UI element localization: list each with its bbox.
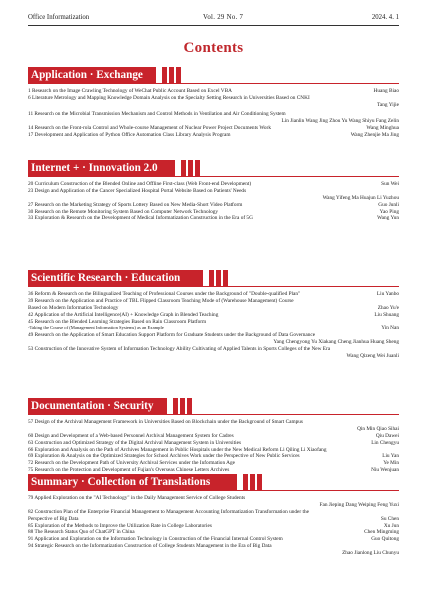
- article-title: 60 Design and Development of a Web-based Personnel Archival Management System for Cadres: [28, 432, 234, 439]
- section-2: [28, 160, 399, 222]
- article-title: 53 Construction of the Innovative System of Information Technology Ability Cultivating of Applied Talents in Sports Colleges of the New Era: [28, 346, 331, 353]
- decor-block: [223, 270, 228, 287]
- section-decor-blocks: [181, 160, 202, 177]
- section-entries: [28, 88, 399, 138]
- toc-entry-line: [28, 202, 399, 209]
- decor-block: [188, 160, 193, 177]
- article-title: 49 Research on the Application of Smart Education Support Platform for Graduate Students under the Background of Data Governance: [28, 332, 316, 339]
- section-entries: [28, 495, 399, 557]
- toc-entry-line: [28, 502, 399, 509]
- article-authors: Yao Ping: [379, 208, 399, 215]
- article-title: 45 Research on the Blended Learning Strategies Based on Rain Classroom Platform: [28, 318, 207, 325]
- article-title: 14 Research on the Front-rola Control and Whole-course Management of Nuclear Power Project Documents Work: [28, 124, 271, 131]
- article-authors: Ye Min: [383, 460, 399, 467]
- toc-entry-line: [28, 291, 399, 298]
- section-decor-blocks: [243, 474, 264, 491]
- article-title: 69 Exploration & Analysis on the Optimized Strategies for School Archives Work under the Perspective of New Public Services: [28, 453, 300, 460]
- toc-entry-line: [28, 305, 399, 312]
- article-title: 63 Construction and Optimized Strategy of the Digital Archival Management System in Universities: [28, 439, 242, 446]
- section-rule: [28, 414, 399, 415]
- toc-entry-line: [28, 188, 399, 195]
- article-title: 11 Research on the Microbial Transmission Mechanism and Control Methods in Ventilation and Air Conditioning System: [28, 110, 286, 117]
- article-title: -Taking the Course of (Management Information Systems) as an Example: [28, 325, 164, 331]
- section-title: Application · Exchange: [28, 67, 156, 84]
- section-decor-blocks: [162, 67, 183, 84]
- article-authors: Wang Yun: [377, 215, 399, 222]
- article-authors: Yang Chengyong Yu Xiakang Cheng Jianhua Huang Sheng: [273, 339, 399, 346]
- section-title: Summary · Collection of Translations: [28, 474, 237, 491]
- section-title: Internet + · Innovation 2.0: [28, 160, 175, 177]
- article-title: 27 Research on the Marketing Strategy of Sports Lottery Based on New Media-Short Video Platform: [28, 201, 243, 208]
- article-title: Based on Modern Information Technology: [28, 304, 119, 311]
- section-header: [28, 67, 399, 84]
- section-rule: [28, 286, 399, 287]
- toc-entry-line: [28, 550, 399, 557]
- article-title: 1 Research on the Image Crawling Technology of WeChat Public Account Based on Excel VBA: [28, 88, 232, 94]
- article-authors: Niu Wenjuan: [371, 467, 399, 474]
- decor-block: [169, 67, 174, 84]
- toc-entry-line: [28, 440, 399, 447]
- section-rule: [28, 83, 399, 84]
- toc-entry-line: [28, 88, 399, 95]
- section-decor-blocks: [209, 270, 230, 287]
- decor-block: [180, 398, 185, 415]
- section-header: [28, 270, 399, 287]
- article-authors: Qiu Dawei: [375, 432, 399, 439]
- article-authors: Qin Min Qiao Sihai: [357, 425, 399, 432]
- article-authors: Chen Mingming: [364, 529, 399, 536]
- toc-entry-line: [28, 433, 399, 440]
- article-title: 39 Research on the Application and Practice of TBL Flipped Classroom Teaching Mode of (Warehouse Management) Course: [28, 297, 294, 304]
- toc-entry-line: [28, 426, 399, 433]
- section-entries: [28, 181, 399, 222]
- article-title: 33 Exploration & Research on the Development of Medical Informatization Construction in the Era of 5G: [28, 215, 253, 222]
- section-title: Scientific Research · Education: [28, 270, 203, 287]
- article-authors: Liu Yan: [382, 453, 399, 460]
- toc-entry-line: [28, 319, 399, 326]
- article-title: Perspective of Big Data: [28, 515, 79, 522]
- toc-entry-line: [28, 543, 399, 550]
- toc-entry-line: [28, 118, 399, 125]
- decor-block: [243, 474, 248, 491]
- article-authors: Wang Minghua: [366, 124, 399, 131]
- article-title: 75 Research on the Protection and Development of Fujian's Overseas Chinese Letters Archives: [28, 467, 230, 474]
- decor-block: [209, 270, 214, 287]
- article-title: 85 Exploration of the Methods to Improve the Utilization Rate in College Laboratories: [28, 522, 212, 529]
- contents-title: Contents: [183, 40, 244, 56]
- article-authors: Yin Nan: [381, 325, 399, 332]
- section-4: [28, 398, 399, 474]
- article-title: 42 Application of the Artificial Intelligence(AI) + Knowledge Graph in Blended Teaching: [28, 311, 219, 318]
- article-authors: Lin Jianlin Wang Jing Zhou Yu Wang Shiyu Fang Zelin: [281, 117, 399, 124]
- article-title: 23 Design and Application of the Cancer Specialized Hospital Portal Website Based on Patients' Needs: [28, 187, 247, 194]
- toc-entry-line: [28, 111, 399, 118]
- article-authors: Wang Zhenjie Ma Jing: [350, 131, 399, 138]
- article-title: 20 Curriculum Construction of the Blended Online and Offline First-class (Web Front-end Development): [28, 181, 252, 187]
- article-authors: Liu Yanbo: [376, 291, 399, 297]
- article-authors: Fan Jieping Dang Weiping Feng Yuxi: [319, 501, 399, 508]
- toc-entry-line: [28, 132, 399, 139]
- section-header: [28, 160, 399, 177]
- article-title: 36 Reform & Research on the Bilingualized Teaching of Professional Courses under the Background of "Double-qualified Plan": [28, 291, 301, 297]
- article-authors: Guo Junli: [378, 201, 399, 208]
- article-authors: Sun Wei: [381, 181, 399, 187]
- section-rule: [28, 490, 399, 491]
- toc-entry-line: [28, 419, 399, 426]
- article-authors: Huang Biao: [373, 88, 399, 94]
- article-title: 57 Design of the Archival Management Framework in Universities Based on Blockchain under the Background of Smart Campus: [28, 419, 303, 425]
- article-title: 82 Construction Plan of the Enterprise Financial Management to Management Accounting Informatization Transformation under the: [28, 508, 309, 515]
- article-authors: Wang Qizeng Wei Juanli: [346, 353, 399, 360]
- section-entries: [28, 291, 399, 360]
- article-title: 91 Application and Exploration on the Information Technology in Construction of the Financial Internal Control System: [28, 536, 283, 543]
- decor-block: [181, 160, 186, 177]
- volume-number: Vol. 29 No. 7: [203, 14, 244, 21]
- toc-entry-line: [28, 181, 399, 188]
- toc-entry-line: [28, 195, 399, 202]
- toc-entry-line: [28, 332, 399, 339]
- decor-block: [250, 474, 255, 491]
- article-authors: Liu Shuang: [374, 311, 399, 318]
- toc-entry-line: [28, 312, 399, 319]
- toc-entry-line: [28, 95, 399, 102]
- decor-block: [257, 474, 262, 491]
- article-authors: Zhao Jianlong Liu Chunyu: [342, 550, 399, 557]
- article-title: 88 The Research Status Quo of ChatGPT in China: [28, 529, 135, 536]
- decor-block: [195, 160, 200, 177]
- section-header: [28, 398, 399, 415]
- section-title: Documentation · Security: [28, 398, 167, 415]
- article-title: 72 Research on the Development Path of University Archival Services under the Information Age: [28, 460, 235, 467]
- section-entries: [28, 419, 399, 474]
- section-decor-blocks: [173, 398, 194, 415]
- toc-entry-line: [28, 102, 399, 109]
- article-authors: Zhao Yu'e: [377, 304, 399, 311]
- toc-entry-line: [28, 509, 399, 516]
- header-rule: [28, 25, 399, 26]
- article-authors: Xu Jun: [383, 522, 399, 529]
- issue-date: 2024. 4. 1: [371, 14, 399, 21]
- article-authors: Lin Chengyu: [371, 439, 399, 446]
- article-authors: Guo Quitong: [371, 536, 399, 543]
- journal-name: Office Informatization: [28, 14, 90, 21]
- toc-entry-line: [28, 215, 399, 222]
- article-title: 17 Development and Application of Python Office Automation Class Library Analysis Program: [28, 131, 231, 138]
- decor-block: [162, 67, 167, 84]
- decor-block: [176, 67, 181, 84]
- toc-entry-line: [28, 495, 399, 502]
- article-title: 79 Applied Exploration on the "AI Technology" in the Daily Management Service of College Students: [28, 495, 246, 501]
- section-header: [28, 474, 399, 491]
- article-authors: Su Chen: [380, 515, 399, 522]
- decor-block: [216, 270, 221, 287]
- decor-block: [173, 398, 178, 415]
- article-title: 30 Research on the Remote Monitoring System Based on Computer Network Technology: [28, 208, 219, 215]
- toc-entry-line: [28, 516, 399, 523]
- decor-block: [187, 398, 192, 415]
- section-5: [28, 474, 399, 557]
- toc-entry-line: [28, 298, 399, 305]
- toc-entry-line: [28, 125, 399, 132]
- section-1: [28, 67, 399, 138]
- article-authors: Wang Yifeng Ma Huajun Li Yuzhou: [322, 194, 399, 201]
- section-3: [28, 270, 399, 360]
- article-title: 94 Strategic Research on the Informatization Construction of College Students Management in the Era of Big Data: [28, 543, 272, 550]
- section-rule: [28, 176, 399, 177]
- article-title: 6 Literature Metrology and Mapping Knowledge Domain Analysis on the Specialty Setting Research in Universities Based on CNKI: [28, 94, 310, 101]
- toc-entry-line: [28, 353, 399, 360]
- article-authors: Tang Yijie: [377, 101, 399, 108]
- toc-entry-line: [28, 346, 399, 353]
- article-title: 66 Exploration and Analysis on the Path of Archives Management in Public Hospitals under the New Medical Reform Li Qiling Li Xiaofang: [28, 446, 327, 453]
